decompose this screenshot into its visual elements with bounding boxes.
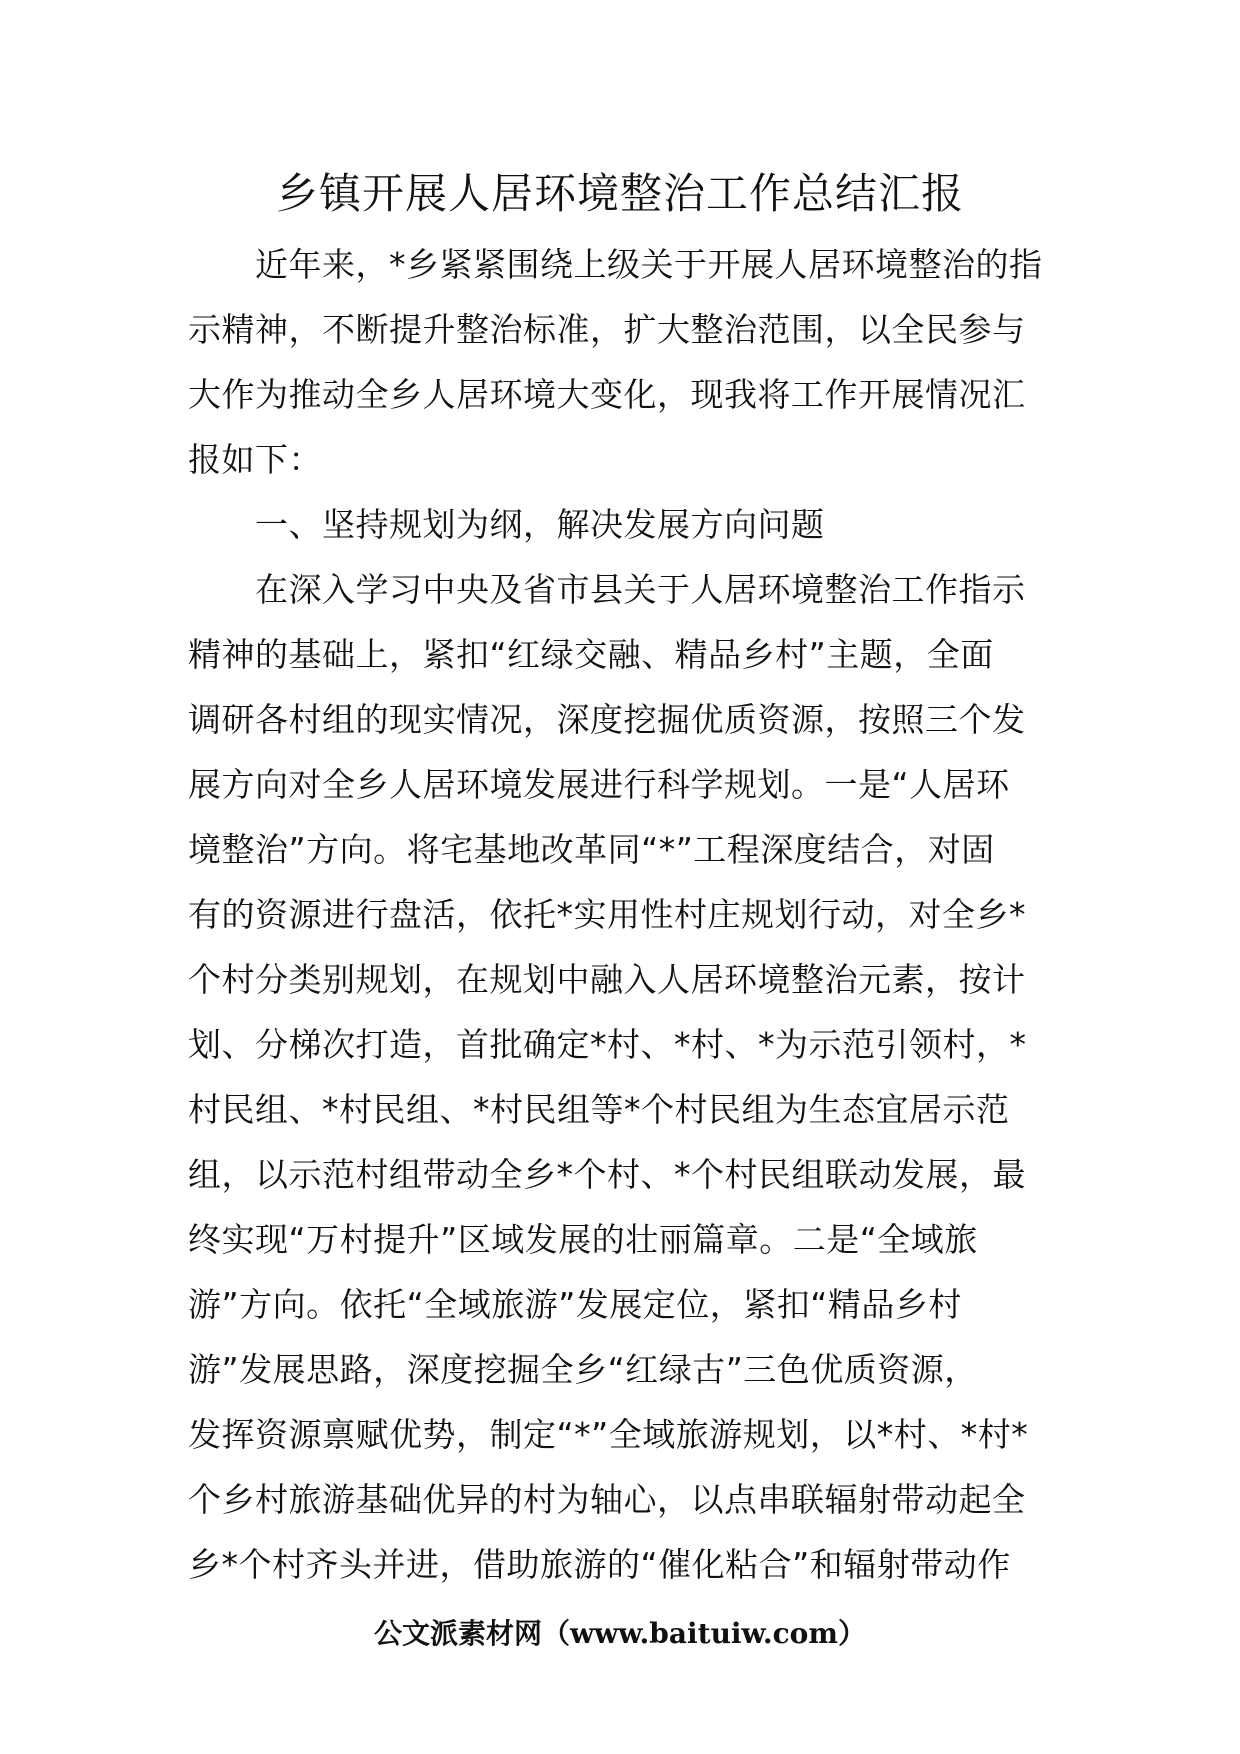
paragraph-line: 划、分梯次打造，首批确定*村、*村、*为示范引领村，*	[188, 1025, 1027, 1064]
page-footer-watermark: 公文派素材网（www.baituiw.com）	[374, 1617, 866, 1650]
document-body	[188, 232, 1064, 1597]
paragraph-line: 近年来，*乡紧紧围绕上级关于开展人居环境整治的指	[255, 245, 1043, 284]
paragraph-line: 组，以示范村组带动全乡*个村、*个村民组联动发展，最	[188, 1155, 1026, 1194]
paragraph-line: 示精神，不断提升整治标准，扩大整治范围，以全民参与	[188, 310, 1026, 349]
document-title: 乡镇开展人居环境整治工作总结汇报	[275, 169, 964, 218]
paragraph-line: 大作为推动全乡人居环境大变化，现我将工作开展情况汇	[188, 375, 1026, 414]
paragraph-line: 个村分类别规划，在规划中融入人居环境整治元素，按计	[188, 960, 1026, 999]
paragraph-line: 游”方向。依托“全域旅游”发展定位，紧扣“精品乡村	[188, 1285, 962, 1324]
paragraph-line: 发挥资源禀赋优势，制定“*”全域旅游规划，以*村、*村*	[188, 1415, 1029, 1454]
paragraph-line: 展方向对全乡人居环境发展进行科学规划。一是“人居环	[188, 765, 1010, 804]
paragraph-line: 有的资源进行盘活，依托*实用性村庄规划行动，对全乡*	[188, 895, 1026, 934]
paragraph-line: 精神的基础上，紧扣“红绿交融、精品乡村”主题，全面	[188, 635, 994, 674]
paragraph-line: 报如下：	[188, 440, 322, 479]
paragraph-line: 个乡村旅游基础优异的村为轴心，以点串联辐射带动起全	[188, 1480, 1026, 1519]
paragraph-line: 在深入学习中央及省市县关于人居环境整治工作指示	[255, 570, 1026, 609]
paragraph-line: 村民组、*村民组、*村民组等*个村民组为生态宜居示范	[188, 1090, 1010, 1129]
paragraph-line: 终实现“万村提升”区域发展的壮丽篇章。二是“全域旅	[188, 1220, 978, 1259]
paragraph-line: 调研各村组的现实情况，深度挖掘优质资源，按照三个发	[188, 700, 1026, 739]
section-heading: 一、坚持规划为纲，解决发展方向问题	[255, 505, 825, 544]
paragraph-line: 境整治”方向。将宅基地改革同“*”工程深度结合，对固	[188, 830, 995, 869]
paragraph-line: 游”发展思路，深度挖掘全乡“红绿古”三色优质资源，	[188, 1350, 978, 1389]
paragraph-line: 乡*个村齐头并进，借助旅游的“催化粘合”和辐射带动作	[188, 1545, 1011, 1584]
